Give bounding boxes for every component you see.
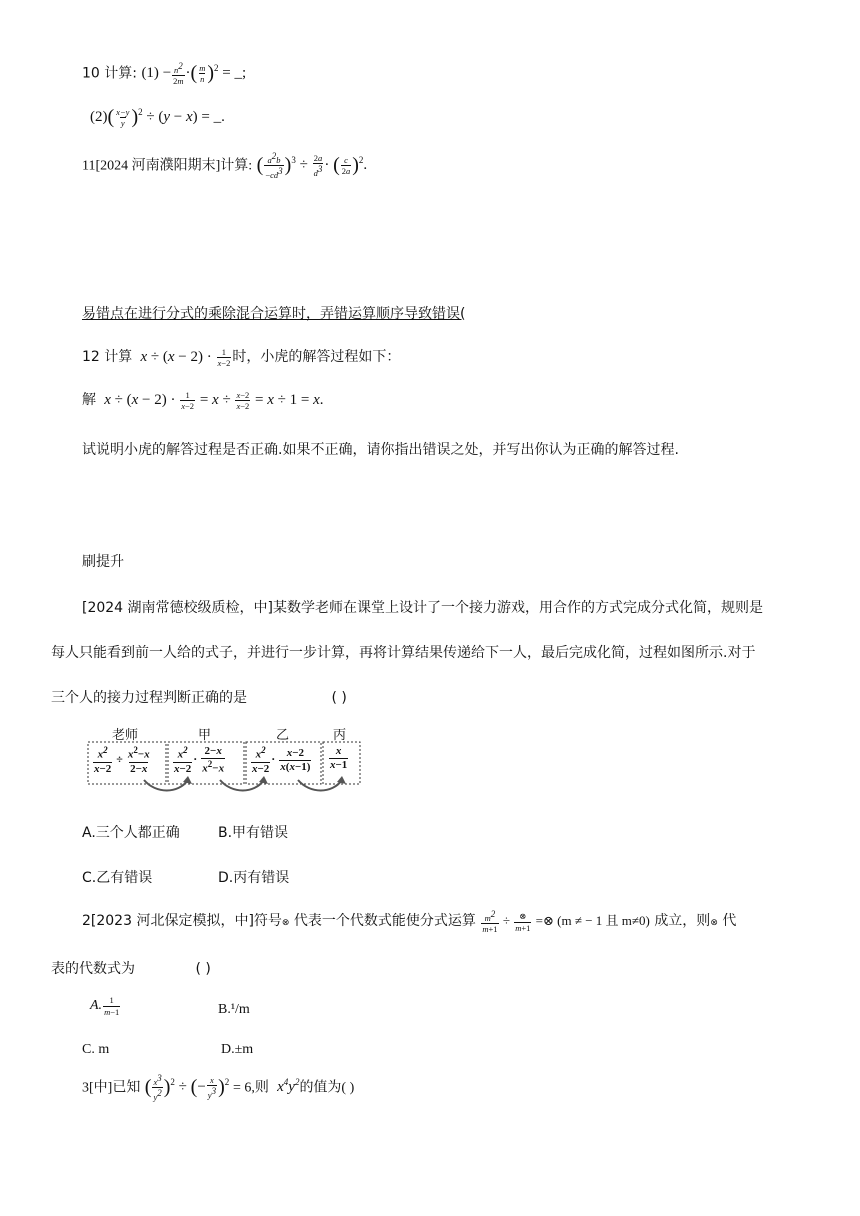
q10-line1 — [82, 62, 246, 86]
p2-line1-a: 2[2023 河北保定模拟，中]符号 — [82, 913, 282, 929]
q10-prefix: 10 计算: — [82, 65, 137, 82]
q10-line2: (2)( $\frac{x-y}{y}$ )$^2$ ÷ (y − x) = _. — [90, 106, 225, 128]
p1-option-b[interactable]: B.甲有错误 — [218, 825, 289, 841]
q10-part1-blank: _; — [234, 65, 247, 82]
p2-line1-b: 代表一个代数式能使分式运算 — [293, 913, 476, 929]
q11-expr: ( $\frac{a^2b}{-cd^3}$ )$^3$ ÷ $\frac{2a}{d^3}$ · ( $\frac{c}{2a}$ )$^2$. — [256, 151, 368, 181]
relay-expr-jia: $\frac{x^2}{x-2}$ · $\frac{2-x}{x^2-x}$ — [174, 745, 225, 775]
relay-expr-teacher: $\frac{x^2}{x-2}$ ÷ $\frac{x^2-x}{2-x}$ — [94, 745, 150, 775]
p2-condition: (m ≠ − 1 且 m≠0) — [557, 913, 650, 928]
p3-expr: ( $\frac{x^3}{y^2}$ )$^2$ ÷ (− $\frac{x}{y^3}$ )$^2$ — [144, 1073, 230, 1103]
p2-equation: $\frac{m^2}{m+1}$ ÷ $\frac{\otimes}{m+1}$ =⊗ — [482, 909, 558, 935]
q12-line — [82, 346, 400, 368]
p1-line3-text: 三个人的接力过程判断正确的是 — [51, 690, 247, 706]
p1-option-a[interactable]: A.三个人都正确 — [82, 825, 180, 841]
p3-prefix: 3[中]已知 — [82, 1080, 141, 1096]
q12-prefix: 12 计算 — [82, 349, 133, 365]
q11-line — [82, 152, 367, 180]
p3-suffix: 的值为( ) — [299, 1080, 355, 1096]
relay-label-teacher: 老师 — [112, 728, 139, 743]
p2-line2 — [51, 958, 211, 978]
p2-option-d[interactable]: D.±m — [221, 1042, 254, 1057]
q12-suffix: 时，小虎的解答过程如下： — [232, 349, 401, 365]
p2-option-b[interactable]: B.¹/m — [218, 1002, 250, 1017]
p3-mid: = 6,则 — [232, 1080, 269, 1096]
relay-figure — [86, 722, 362, 794]
p2-line1-c: 成立，则 — [654, 913, 711, 929]
p2-option-c[interactable]: C. m — [82, 1042, 110, 1057]
relay-label-yi: 乙 — [276, 728, 290, 743]
arrow-2 — [220, 780, 264, 791]
p1-line3 — [51, 687, 347, 707]
relay-expr-yi: $\frac{x^2}{x-2}$ · $\frac{x-2}{x(x-1)}$ — [252, 745, 311, 775]
p2-line1 — [82, 910, 736, 934]
q10-expr1: (1) − $\frac{n^2}{2m}$ ·( $\frac{m}{n}$ )$^2$ = _; — [141, 61, 247, 87]
p1-line2: 每人只能看到前一人给的式子，并进行一步计算，再将计算结果传递给下一人，最后完成化简，过程如图所示.对于 — [51, 645, 756, 661]
otimes-symbol-small-2: ⊗ — [710, 918, 718, 928]
q10-part2-blank: _. — [213, 108, 225, 125]
section-title: 刷提升 — [82, 554, 124, 570]
q10-part1-label: (1) — [141, 65, 159, 82]
q11-prefix: 11[2024 河南濮阳期末]计算: — [82, 158, 253, 174]
q10-part2-label: (2) — [90, 108, 108, 125]
relay-expr-bing: $\frac{x}{x-1}$ — [330, 745, 348, 771]
p1-line1: [2024 湖南常德校级质检，中]某数学老师在课堂上设计了一个接力游戏，用合作的方式完成分式化简，规则是 — [82, 600, 764, 616]
p2-line1-d: 代 — [722, 913, 737, 929]
mistake-note: 易错点在进行分式的乘除混合运算时，弄错运算顺序导致错误( — [82, 306, 466, 322]
relay-label-jia: 甲 — [198, 728, 212, 743]
p2-option-a-label: A. — [90, 998, 103, 1014]
p2-option-a[interactable]: A. $\frac{1}{m-1}$ — [90, 995, 120, 1017]
p1-option-d[interactable]: D.丙有错误 — [218, 870, 290, 886]
q12-solution — [82, 389, 324, 411]
p2-paren: ( ) — [195, 961, 211, 977]
otimes-symbol-small: ⊗ — [281, 918, 290, 928]
q12-solution-expr: x ÷ (x − 2) · $\frac{1}{x-2}$ = x ÷ $\frac{x-2}{x-2}$ = x ÷ 1 = x. — [104, 389, 324, 412]
q12-expr: x ÷ (x − 2) · $\frac{1}{x-2}$ — [140, 346, 231, 369]
arrow-3 — [298, 780, 342, 791]
q12-question: 试说明小虎的解答过程是否正确.如果不正确，请你指出错误之处，并写出你认为正确的解答过程. — [82, 442, 679, 458]
p3-line — [82, 1074, 354, 1102]
p1-option-c[interactable]: C.乙有错误 — [82, 870, 153, 886]
q12-solution-label: 解 — [82, 392, 96, 408]
p1-paren: ( ) — [331, 690, 347, 706]
p2-line2-text: 表的代数式为 — [51, 961, 135, 977]
relay-label-bing: 丙 — [333, 728, 347, 743]
p3-target: $x^4y^2$ — [273, 1077, 300, 1096]
